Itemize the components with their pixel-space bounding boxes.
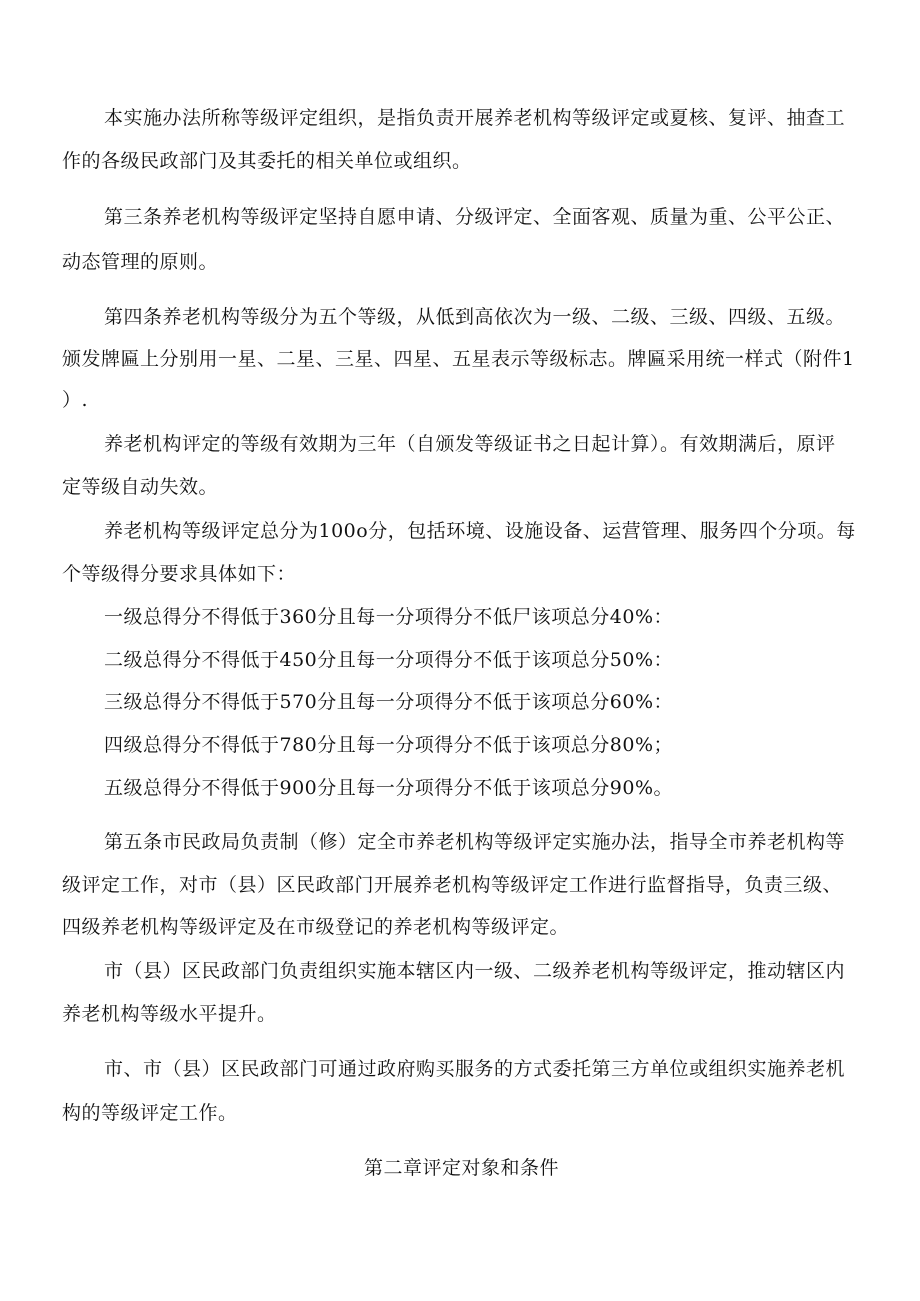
chapter-heading: 第二章评定对象和条件 <box>364 1157 560 1179</box>
paragraph-line: 个等级得分要求具体如下： <box>62 563 297 585</box>
paragraph-line: ）. <box>62 389 89 411</box>
grade-requirement-line: 三级总得分不得低于570分且每一分项得分不低于该项总分60%： <box>104 691 673 713</box>
paragraph-line: 第四条养老机构等级分为五个等级，从低到高依次为一级、二级、三级、四级、五级。 <box>104 306 846 328</box>
paragraph-line: 市（县）区民政部门负责组织实施本辖区内一级、二级养老机构等级评定，推动辖区内 <box>104 960 846 982</box>
paragraph-line: 级评定工作，对市（县）区民政部门开展养老机构等级评定工作进行监督指导，负责三级、 <box>62 874 843 896</box>
paragraph-line: 作的各级民政部门及其委托的相关单位或组织。 <box>62 150 472 172</box>
paragraph-line: 本实施办法所称等级评定组织，是指负责开展养老机构等级评定或夏核、复评、抽查工 <box>104 107 846 129</box>
paragraph-line: 养老机构等级评定总分为100o分，包括环境、设施设备、运营管理、服务四个分项。每 <box>104 520 856 542</box>
paragraph-line: 定等级自动失效。 <box>62 476 219 498</box>
paragraph-line: 第五条市民政局负责制（修）定全市养老机构等级评定实施办法，指导全市养老机构等 <box>104 831 846 853</box>
paragraph-line: 养老机构等级水平提升。 <box>62 1003 277 1025</box>
paragraph-line: 养老机构评定的等级有效期为三年（自颁发等级证书之日起计算）。有效期满后，原评 <box>104 433 836 455</box>
paragraph-line: 构的等级评定工作。 <box>62 1102 238 1124</box>
grade-requirement-line: 四级总得分不得低于780分且每一分项得分不低于该项总分80%； <box>104 734 673 756</box>
paragraph-line: 颁发牌匾上分别用一星、二星、三星、四星、五星表示等级标志。牌匾采用统一样式（附件1 <box>62 348 855 370</box>
grade-requirement-line: 五级总得分不得低于900分且每一分项得分不低于该项总分90%。 <box>104 777 673 799</box>
paragraph-line: 动态管理的原则。 <box>62 251 219 273</box>
paragraph-line: 市、市（县）区民政部门可通过政府购买服务的方式委托第三方单位或组织实施养老机 <box>104 1058 846 1080</box>
paragraph-line: 四级养老机构等级评定及在市级登记的养老机构等级评定。 <box>62 916 570 938</box>
grade-requirement-line: 二级总得分不得低于450分且每一分项得分不低于该项总分50%： <box>104 649 673 671</box>
grade-requirement-line: 一级总得分不得低于360分且每一分项得分不低尸该项总分40%： <box>104 606 673 628</box>
paragraph-line: 第三条养老机构等级评定坚持自愿申请、分级评定、全面客观、质量为重、公平公正、 <box>104 206 846 228</box>
